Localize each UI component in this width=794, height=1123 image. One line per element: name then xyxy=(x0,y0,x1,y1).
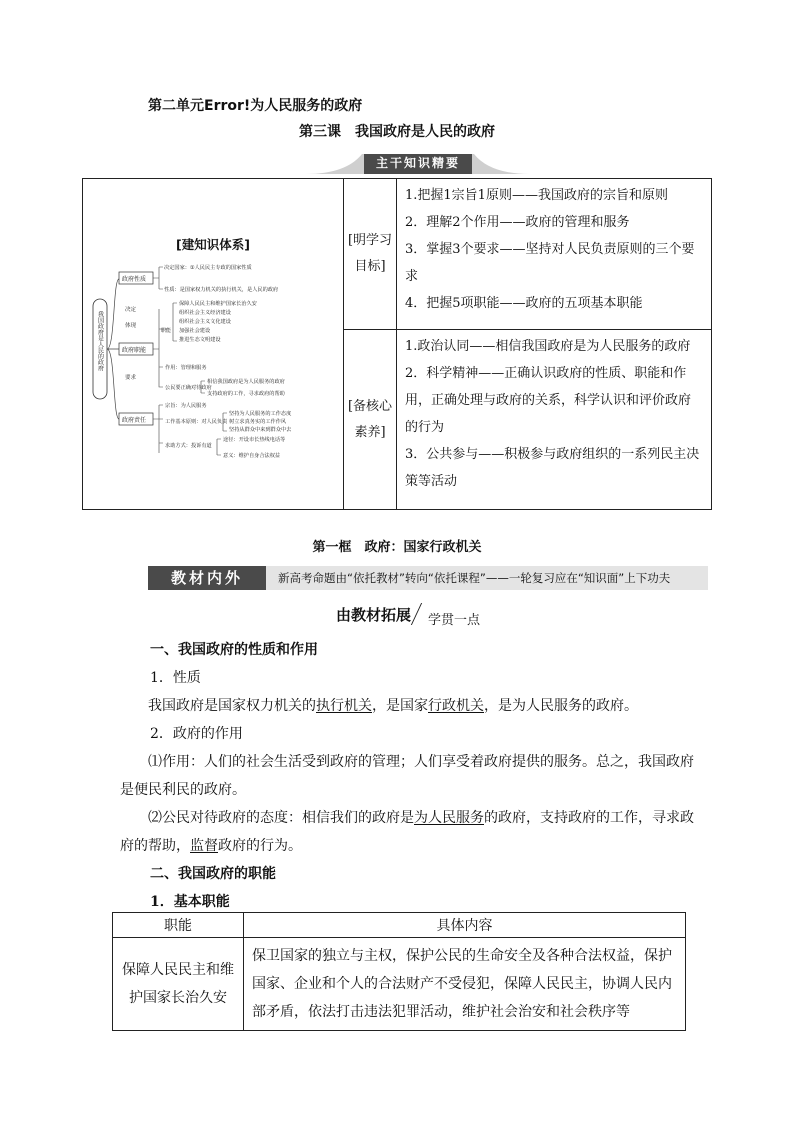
body-section xyxy=(120,636,700,916)
literacy-item: 2．科学精神——正确认识政府的性质、职能和作用，正确处理与政府的关系，科学认识和评价政府的行为 xyxy=(405,366,692,436)
sub-banner-side: 学贯一点 xyxy=(428,613,481,628)
text-run: 政府的行为。 xyxy=(218,838,302,854)
sub-heading: 1．基本职能 xyxy=(150,894,230,910)
section-heading: 二、我国政府的职能 xyxy=(150,866,276,882)
band-text: 新高考命题由“依托教材”转向“依托课程”——一轮复习应在“知识面”上下功夫 xyxy=(278,571,671,585)
knowledge-map-title: [建知识体系] xyxy=(176,237,250,252)
map-branch: 政府职能 xyxy=(122,347,147,354)
map-side-label: 决定 xyxy=(125,307,137,313)
paragraph: ⑴作用：人们的社会生活受到政府的管理；人们享受着政府提供的服务。总之，我国政府是便民利民的政府。 xyxy=(120,754,694,798)
knowledge-map-cell xyxy=(83,179,344,510)
map-line: 组织社会主义经济建设 xyxy=(179,310,231,316)
table-cell: 保卫国家的独立与主权，保护公民的生命安全及各种合法权益，保护国家、企业和个人的合法财产不受侵犯，保障人民民主，协调人民内部矛盾，依法打击违法犯罪活动，维护社会治安和社会秩序等 xyxy=(244,938,686,1031)
table-header: 具体内容 xyxy=(244,913,686,938)
map-line: 树立求真务实的工作作风 xyxy=(229,419,287,425)
key-term: 执行机关 xyxy=(316,698,372,714)
map-branch: 政府责任 xyxy=(122,417,147,424)
map-root: 我国政府是人民的政府 xyxy=(96,311,104,371)
sub-heading: 1．性质 xyxy=(150,670,201,686)
goal-item: 4．把握5项职能——政府的五项基本职能 xyxy=(405,296,643,311)
goal-list xyxy=(397,179,712,330)
map-line: 组织社会主义文化建设 xyxy=(179,319,231,325)
section-banner xyxy=(306,148,530,176)
map-line: 职能 xyxy=(161,328,172,334)
map-line: 坚持从群众中来到群众中去 xyxy=(229,427,292,433)
frame-title: 第一框 政府：国家行政机关 xyxy=(312,540,482,555)
duty-table xyxy=(112,912,686,1031)
text-run: ⑵公民对待政府的态度：相信我们的政府是 xyxy=(148,810,414,826)
map-line: 工作基本原则：对人民负责 xyxy=(165,419,228,425)
overview-table xyxy=(82,178,712,510)
text-run: ，是国家 xyxy=(372,698,428,714)
goal-item: 3．掌握3个要求——坚持对人民负责原则的三个要求 xyxy=(405,242,695,284)
map-line: 决定国家：①人民民主专政的国家性质 xyxy=(164,265,252,271)
text-run: ，是为人民服务的政府。 xyxy=(484,698,638,714)
map-line: 公民要正确对待政府 xyxy=(165,385,212,391)
map-side-label: 要求 xyxy=(125,375,137,381)
text-run: 我国政府是国家权力机关的 xyxy=(148,698,316,714)
table-row xyxy=(113,938,686,1031)
map-line: 相信我国政府是为人民服务的政府 xyxy=(207,379,285,385)
table-cell: 保障人民民主和维护国家长治久安 xyxy=(113,938,244,1031)
key-term: 为人民服务 xyxy=(414,810,484,826)
map-line: 坚持为人民服务的工作态度 xyxy=(229,411,292,417)
map-branch: 政府性质 xyxy=(122,276,147,283)
lesson-title: 第三课 我国政府是人民的政府 xyxy=(299,124,495,140)
text-run: 的政府，支持政府的工作，寻求政府的帮助， xyxy=(120,810,694,854)
map-line: 宗旨：为人民服务 xyxy=(165,403,207,409)
key-term: 行政机关 xyxy=(428,698,484,714)
section-heading: 一、我国政府的性质和作用 xyxy=(150,642,318,658)
map-line: 途径：开设市长热线电话等 xyxy=(223,437,286,443)
map-line: 求助方式：投诉有道 xyxy=(165,443,212,449)
key-term: 监督 xyxy=(190,838,218,854)
sub-banner-main: 由教材拓展 xyxy=(336,606,412,624)
goal-item: 2．理解2个作用——政府的管理和服务 xyxy=(405,215,630,230)
map-line: 意义：维护自身合法权益 xyxy=(223,453,281,459)
map-line: 作用：管理和服务 xyxy=(165,365,207,371)
map-line: 推进生态文明建设 xyxy=(179,337,221,343)
map-line: 性质：是国家权力机关的执行机关，是人民的政府 xyxy=(164,287,279,293)
knowledge-map xyxy=(89,259,337,459)
unit-title: 第二单元Error!为人民服务的政府 xyxy=(148,98,363,114)
map-line: 保障人民民主和维护国家长治久安 xyxy=(179,301,257,307)
goal-item: 1.把握1宗旨1原则——我国政府的宗旨和原则 xyxy=(405,188,668,203)
band-label: 教材内外 xyxy=(148,566,266,590)
paragraph xyxy=(120,804,700,860)
table-header: 职能 xyxy=(113,913,244,938)
map-line: 支持政府的工作，寻求政府的帮助 xyxy=(207,391,285,397)
sub-heading: 2．政府的作用 xyxy=(150,726,243,742)
map-line: 加强社会建设 xyxy=(179,328,211,334)
map-side-label: 体现 xyxy=(125,323,137,329)
textbook-band xyxy=(148,566,708,590)
banner-label: 主干知识精要 xyxy=(375,156,460,170)
literacy-list xyxy=(397,330,712,510)
literacy-tag: [备核心素养] xyxy=(344,330,397,510)
literacy-item: 1.政治认同——相信我国政府是为人民服务的政府 xyxy=(405,339,691,355)
literacy-item: 3．公共参与——积极参与政府组织的一系列民主决策等活动 xyxy=(405,447,700,490)
goal-tag: [明学习目标] xyxy=(344,179,397,330)
paragraph xyxy=(120,692,700,720)
